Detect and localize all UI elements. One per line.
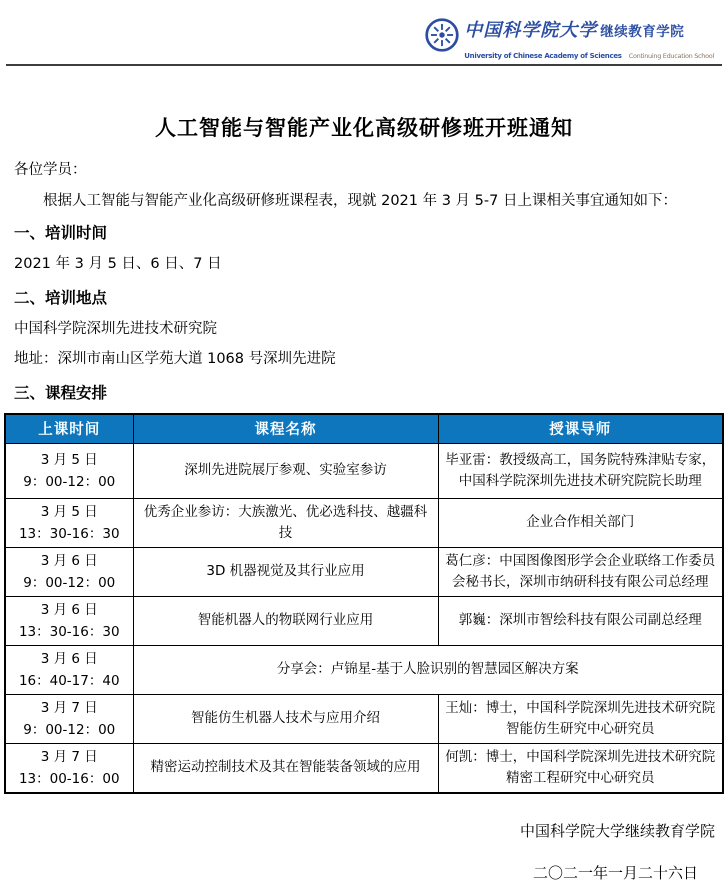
table-row bbox=[5, 694, 723, 743]
logo-cn-line bbox=[464, 16, 714, 42]
footer-organization: 中国科学院大学继续教育学院 bbox=[519, 821, 715, 840]
table-row bbox=[5, 547, 723, 596]
table-row bbox=[5, 596, 723, 645]
instructor-cell: 企业合作相关部门 bbox=[438, 498, 723, 547]
footer-date: 二〇二一年一月二十六日 bbox=[532, 863, 698, 882]
instructor-cell: 王灿：博士，中国科学院深圳先进技术研究院智能仿生研究中心研究员 bbox=[438, 694, 723, 743]
date-text: 3 月 6 日 bbox=[40, 601, 98, 618]
course-cell: 智能机器人的物联网行业应用 bbox=[133, 596, 438, 645]
intro-paragraph: 根据人工智能与智能产业化高级研修班课程表，现就 2021 年 3 月 5-7 日上课相关事宜通知如下： bbox=[43, 193, 677, 209]
ucas-emblem-icon bbox=[425, 18, 459, 52]
table-row bbox=[5, 743, 723, 793]
time-cell bbox=[5, 743, 133, 793]
instructor-cell: 何凯：博士，中国科学院深圳先进技术研究院精密工程研究中心研究员 bbox=[438, 743, 723, 793]
time-text: 13：00-16：00 bbox=[18, 770, 120, 787]
training-time-text: 2021 年 3 月 5 日、6 日、7 日 bbox=[14, 256, 222, 272]
section-heading-training-time: 一、培训时间 bbox=[14, 224, 108, 242]
time-cell bbox=[5, 498, 133, 547]
course-cell: 智能仿生机器人技术与应用介绍 bbox=[133, 694, 438, 743]
document-body bbox=[0, 160, 728, 403]
table-row bbox=[5, 443, 723, 498]
page-title: 人工智能与智能产业化高级研修班开班通知 bbox=[155, 116, 573, 140]
venue-address-text: 地址：深圳市南山区学苑大道 1068 号深圳先进院 bbox=[14, 351, 336, 367]
instructor-cell: 葛仁彦：中国图像图形学会企业联络工作委员会秘书长，深圳市纳研科技有限公司总经理 bbox=[438, 547, 723, 596]
time-text: 16：40-17：40 bbox=[18, 672, 120, 689]
section-heading-training-venue: 二、培训地点 bbox=[14, 289, 108, 307]
time-cell bbox=[5, 547, 133, 596]
time-cell bbox=[5, 596, 133, 645]
date-text: 3 月 6 日 bbox=[40, 650, 98, 667]
time-text: 9：00-12：00 bbox=[23, 473, 116, 490]
time-text: 13：30-16：30 bbox=[18, 525, 120, 542]
logo-en-main: University of Chinese Academy of Sciences bbox=[464, 52, 622, 60]
table-header-row bbox=[5, 414, 723, 443]
table-row bbox=[5, 645, 723, 694]
letterhead bbox=[6, 0, 722, 66]
course-cell: 3D 机器视觉及其行业应用 bbox=[133, 547, 438, 596]
column-header-course: 课程名称 bbox=[133, 414, 438, 443]
table-row bbox=[5, 498, 723, 547]
instructor-cell: 郭巍：深圳市智绘科技有限公司副总经理 bbox=[438, 596, 723, 645]
venue-name-text: 中国科学院深圳先进技术研究院 bbox=[14, 321, 217, 337]
time-text: 9：00-12：00 bbox=[23, 574, 116, 591]
date-text: 3 月 7 日 bbox=[40, 748, 98, 765]
time-cell bbox=[5, 645, 133, 694]
ucas-logo bbox=[425, 16, 714, 62]
section-heading-course-schedule: 三、课程安排 bbox=[14, 384, 108, 402]
salutation: 各位学员： bbox=[14, 162, 87, 178]
date-text: 3 月 6 日 bbox=[40, 552, 98, 569]
merged-course-cell: 分享会：卢锦星-基于人脸识别的智慧园区解决方案 bbox=[133, 645, 723, 694]
column-header-time: 上课时间 bbox=[5, 414, 133, 443]
instructor-cell: 毕亚雷：教授级高工，国务院特殊津贴专家，中国科学院深圳先进技术研究院院长助理 bbox=[438, 443, 723, 498]
date-text: 3 月 5 日 bbox=[40, 451, 98, 468]
time-text: 9：00-12：00 bbox=[23, 721, 116, 738]
logo-cn-suffix: 继续教育学院 bbox=[600, 24, 685, 40]
time-cell bbox=[5, 694, 133, 743]
logo-cn-calligraphy: 中国科学院大学 bbox=[464, 20, 598, 41]
column-header-instructor: 授课导师 bbox=[438, 414, 723, 443]
course-schedule-table bbox=[4, 413, 724, 794]
time-text: 13：30-16：30 bbox=[18, 623, 120, 640]
logo-en-line bbox=[464, 43, 714, 62]
course-cell: 深圳先进院展厅参观、实验室参访 bbox=[133, 443, 438, 498]
time-cell bbox=[5, 443, 133, 498]
date-text: 3 月 7 日 bbox=[40, 699, 98, 716]
date-text: 3 月 5 日 bbox=[40, 503, 98, 520]
course-cell: 精密运动控制技术及其在智能装备领域的应用 bbox=[133, 743, 438, 793]
logo-text bbox=[464, 16, 714, 62]
logo-en-sub: Continuing Education School bbox=[628, 52, 714, 60]
course-cell: 优秀企业参访：大族激光、优必选科技、越疆科技 bbox=[133, 498, 438, 547]
